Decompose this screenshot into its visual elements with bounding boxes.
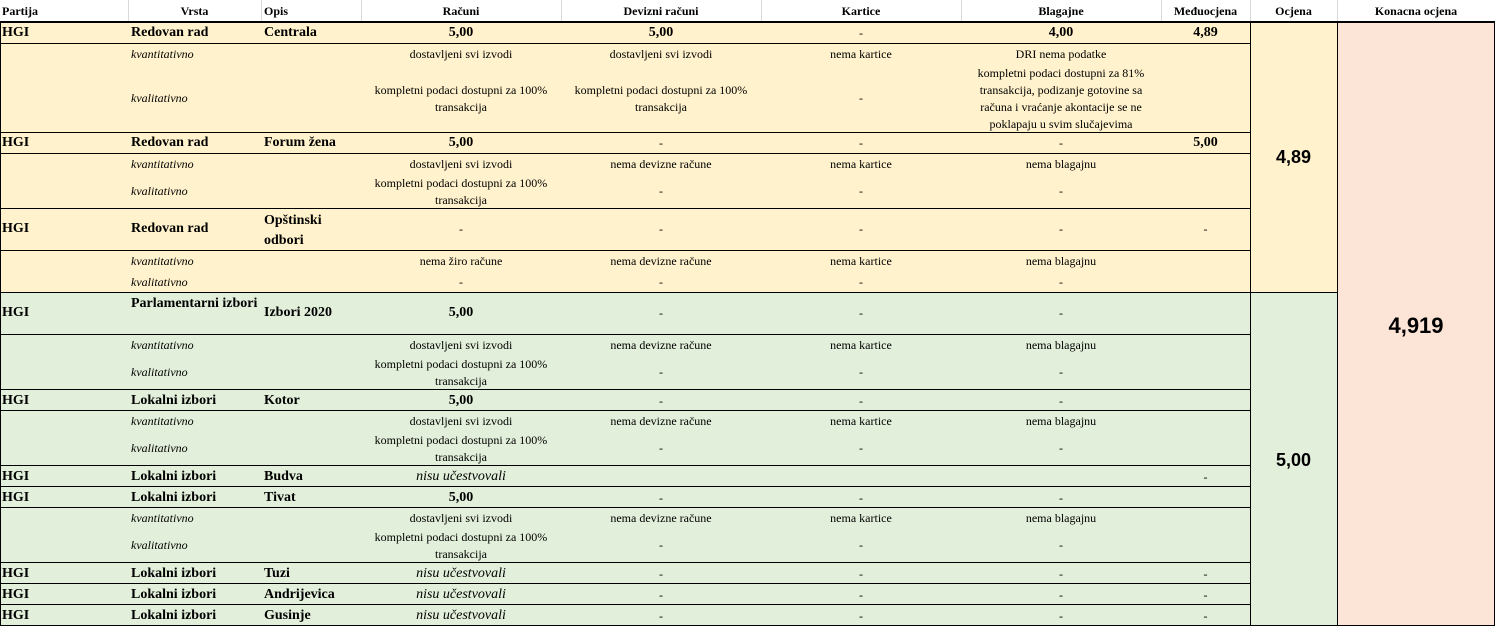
kvant-racuni: dostavljeni svi izvodi	[409, 157, 513, 171]
row-opis: Gusinje	[264, 608, 311, 623]
kvant-kartice: nema kartice	[830, 414, 892, 428]
kval-racuni: kompletni podaci dostupni za 100% transakcija	[374, 357, 548, 388]
kval-blagajne: -	[1059, 365, 1063, 379]
kval-blagajne: -	[1059, 275, 1063, 289]
row-blagajne: -	[1059, 609, 1063, 623]
kval-kartice: -	[859, 441, 863, 455]
row-vrsta: Lokalni izbori	[131, 490, 217, 505]
header-partija: Partija	[2, 4, 38, 18]
kvant-racuni: dostavljeni svi izvodi	[409, 47, 513, 61]
row-opis: Kotor	[264, 393, 300, 408]
row-partija: HGI	[2, 305, 30, 320]
kvalitativno-label: kvalitativno	[131, 365, 188, 379]
kvant-devizni: nema devizne račune	[610, 338, 712, 352]
kvant-kartice: nema kartice	[830, 338, 892, 352]
row-devizni: -	[659, 567, 663, 581]
row-racuni: 5,00	[448, 135, 474, 150]
header-meduocjena: Međuocjena	[1173, 4, 1238, 18]
row-kartice: -	[859, 588, 863, 602]
header-devizni: Devizni računi	[623, 4, 699, 18]
kval-devizni: kompletni podaci dostupni za 100% transakcija	[574, 83, 748, 114]
row-kartice: -	[859, 394, 863, 408]
row-vrsta: Redovan rad	[131, 25, 209, 40]
row-meduocjena: -	[1203, 222, 1208, 236]
row-meduocjena: -	[1203, 609, 1208, 623]
kval-devizni: -	[659, 538, 663, 552]
kval-racuni: kompletni podaci dostupni za 100% transakcija	[374, 83, 548, 114]
row-racuni-note: nisu učestvovali	[416, 608, 506, 623]
kval-devizni: -	[659, 275, 663, 289]
kvant-devizni: nema devizne račune	[610, 254, 712, 268]
kvantitativno-label: kvantitativno	[131, 511, 194, 525]
row-vrsta: Lokalni izbori	[131, 587, 217, 602]
row-partija: HGI	[2, 608, 30, 623]
kval-blagajne: -	[1059, 184, 1063, 198]
kval-kartice: -	[859, 184, 863, 198]
row-partija: HGI	[2, 490, 30, 505]
kvant-racuni: dostavljeni svi izvodi	[409, 511, 513, 525]
row-vrsta: Redovan rad	[131, 135, 209, 150]
row-opis: Opštinski odbori	[264, 213, 322, 248]
header-kartice: Kartice	[841, 4, 881, 18]
row-blagajne: -	[1059, 394, 1063, 408]
kvant-devizni: nema devizne račune	[610, 157, 712, 171]
row-meduocjena: -	[1203, 470, 1208, 484]
kvant-kartice: nema kartice	[830, 157, 892, 171]
row-partija: HGI	[2, 135, 30, 150]
kval-kartice: -	[859, 365, 863, 379]
kvant-devizni: nema devizne račune	[610, 414, 712, 428]
kvant-blagajne: nema blagajnu	[1025, 414, 1097, 428]
row-partija: HGI	[2, 25, 30, 40]
header-ocjena: Ocjena	[1275, 4, 1312, 18]
row-vrsta: Lokalni izbori	[131, 393, 217, 408]
row-kartice: -	[859, 136, 863, 150]
header-racuni: Računi	[442, 4, 480, 18]
ocjena-redovan: 4,89	[1275, 147, 1312, 167]
konacna-ocjena: 4,919	[1388, 313, 1444, 338]
row-partija: HGI	[2, 566, 30, 581]
row-partija: HGI	[2, 587, 30, 602]
row-blagajne: -	[1059, 136, 1063, 150]
row-kartice: -	[859, 567, 863, 581]
row-racuni: 5,00	[448, 393, 474, 408]
row-opis: Izbori 2020	[264, 305, 333, 320]
kval-blagajne: -	[1059, 538, 1063, 552]
row-blagajne: -	[1059, 222, 1063, 236]
row-opis: Budva	[264, 469, 303, 484]
row-racuni: 5,00	[448, 25, 474, 40]
row-kartice: -	[859, 609, 863, 623]
kvant-blagajne: nema blagajnu	[1025, 511, 1097, 525]
row-racuni-note: nisu učestvovali	[416, 587, 506, 602]
kvantitativno-label: kvantitativno	[131, 414, 194, 428]
row-racuni: 5,00	[448, 490, 474, 505]
kvant-racuni: dostavljeni svi izvodi	[409, 338, 513, 352]
row-kartice: -	[859, 26, 863, 40]
row-devizni: -	[659, 136, 663, 150]
row-meduocjena: 5,00	[1193, 135, 1218, 150]
row-partija: HGI	[2, 469, 30, 484]
row-racuni: -	[459, 222, 463, 236]
row-devizni: 5,00	[648, 25, 674, 40]
kvalitativno-label: kvalitativno	[131, 275, 188, 289]
kvant-blagajne: nema blagajnu	[1025, 338, 1097, 352]
kval-devizni: -	[659, 184, 663, 198]
kvant-blagajne: DRI nema podatke	[1015, 47, 1107, 61]
row-devizni: -	[659, 491, 663, 505]
row-vrsta: Redovan rad	[131, 221, 209, 236]
row-devizni: -	[659, 394, 663, 408]
row-vrsta: Lokalni izbori	[131, 566, 217, 581]
kvant-racuni: dostavljeni svi izvodi	[409, 414, 513, 428]
row-kartice: -	[859, 306, 863, 320]
kval-racuni: kompletni podaci dostupni za 100% transakcija	[374, 433, 548, 464]
kvalitativno-label: kvalitativno	[131, 91, 188, 105]
header-vrsta: Vrsta	[180, 4, 209, 18]
kvant-kartice: nema kartice	[830, 511, 892, 525]
kval-kartice: -	[859, 91, 863, 105]
kvalitativno-label: kvalitativno	[131, 184, 188, 198]
kval-devizni: -	[659, 365, 663, 379]
header-blagajne: Blagajne	[1038, 4, 1084, 18]
row-racuni: 5,00	[448, 305, 474, 320]
row-opis: Tuzi	[264, 566, 290, 581]
row-kartice: -	[859, 222, 863, 236]
row-vrsta: Lokalni izbori	[131, 469, 217, 484]
kvantitativno-label: kvantitativno	[131, 254, 194, 268]
kvantitativno-label: kvantitativno	[131, 338, 194, 352]
kval-racuni: kompletni podaci dostupni za 100% transakcija	[374, 530, 548, 561]
row-devizni: -	[659, 609, 663, 623]
kvantitativno-label: kvantitativno	[131, 157, 194, 171]
row-devizni: -	[659, 222, 663, 236]
kvalitativno-label: kvalitativno	[131, 441, 188, 455]
kvant-racuni: nema žiro račune	[419, 254, 503, 268]
kvant-kartice: nema kartice	[830, 254, 892, 268]
row-blagajne: -	[1059, 588, 1063, 602]
kvalitativno-label: kvalitativno	[131, 538, 188, 552]
row-racuni-note: nisu učestvovali	[416, 566, 506, 581]
row-devizni: -	[659, 306, 663, 320]
kvantitativno-label: kvantitativno	[131, 47, 194, 61]
row-partija: HGI	[2, 393, 30, 408]
row-devizni: -	[659, 588, 663, 602]
kvant-blagajne: nema blagajnu	[1025, 157, 1097, 171]
row-meduocjena: -	[1203, 567, 1208, 581]
row-blagajne: -	[1059, 306, 1063, 320]
ocjena-izbori: 5,00	[1275, 450, 1312, 470]
header-konacna: Konacna ocjena	[1374, 4, 1458, 18]
row-meduocjena: 4,89	[1193, 25, 1218, 40]
kval-racuni: kompletni podaci dostupni za 100% transakcija	[374, 176, 548, 207]
kval-racuni: -	[459, 275, 463, 289]
kval-kartice: -	[859, 538, 863, 552]
row-blagajne: 4,00	[1048, 25, 1074, 40]
row-vrsta: Lokalni izbori	[131, 608, 217, 623]
row-opis: Tivat	[264, 490, 296, 505]
kval-devizni: -	[659, 441, 663, 455]
kvant-devizni: dostavljeni svi izvodi	[609, 47, 713, 61]
row-opis: Andrijevica	[264, 587, 335, 602]
kval-kartice: -	[859, 275, 863, 289]
kvant-devizni: nema devizne račune	[610, 511, 712, 525]
row-partija: HGI	[2, 221, 30, 236]
row-opis: Forum žena	[264, 135, 336, 150]
row-blagajne: -	[1059, 491, 1063, 505]
header-opis: Opis	[264, 4, 289, 18]
row-kartice: -	[859, 491, 863, 505]
row-racuni-note: nisu učestvovali	[416, 469, 506, 484]
kvant-blagajne: nema blagajnu	[1025, 254, 1097, 268]
row-vrsta: Parlamentarni izbori	[131, 296, 258, 311]
kval-blagajne: -	[1059, 441, 1063, 455]
row-opis: Centrala	[264, 25, 317, 40]
kval-blagajne: kompletni podaci dostupni za 81% transakcija, podizanje gotovine sa računa i vraćanje akontacije se ne poklapaju u svim slučajevima	[977, 66, 1145, 131]
kvant-kartice: nema kartice	[830, 47, 892, 61]
row-blagajne: -	[1059, 567, 1063, 581]
row-meduocjena: -	[1203, 588, 1208, 602]
